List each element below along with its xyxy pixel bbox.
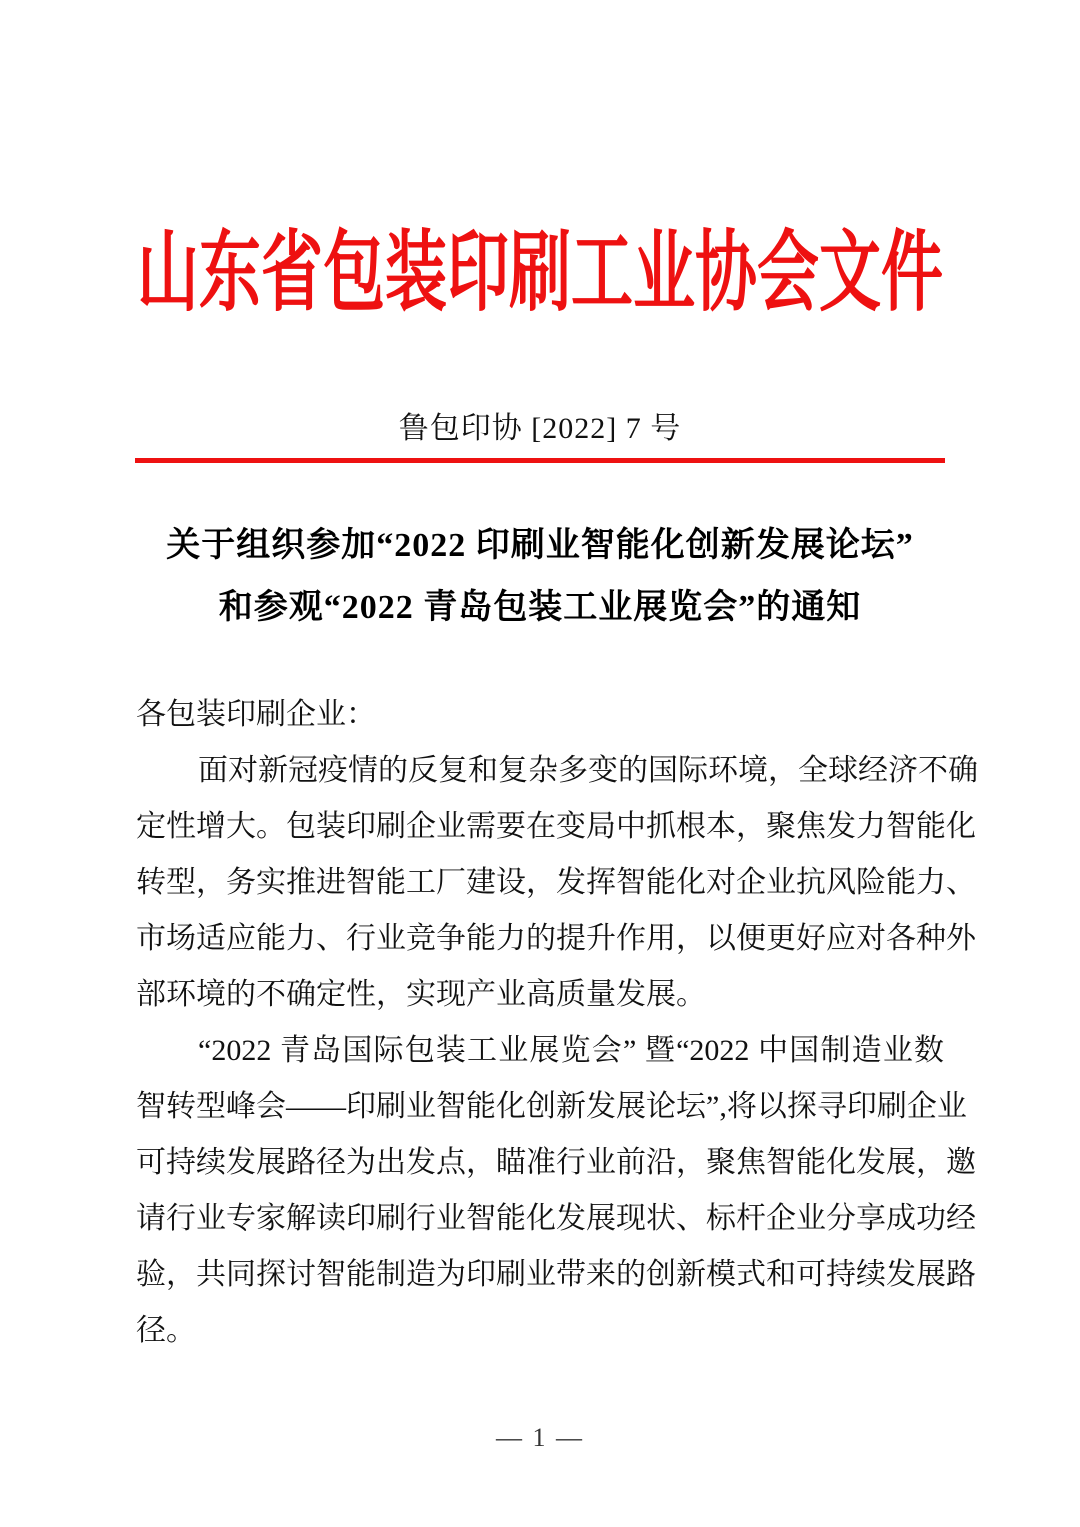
document-number: 鲁包印协 [2022] 7 号 [398, 412, 682, 445]
body-line: 验，共同探讨智能制造为印刷业带来的创新模式和可持续发展路 [136, 1258, 976, 1291]
page-number: — 1 — [496, 1423, 584, 1452]
letterhead-container [0, 225, 1080, 326]
body-line: 智转型峰会——印刷业智能化创新发展论坛”,将以探寻印刷企业 [136, 1090, 967, 1123]
body-line: 可持续发展路径为出发点，瞄准行业前沿，聚焦智能化发展，邀 [136, 1146, 976, 1179]
red-divider-line [135, 458, 945, 463]
body-line: 请行业专家解读印刷行业智能化发展现状、标杆企业分享成功经 [136, 1202, 976, 1235]
notice-title-line-2: 和参观“2022 青岛包装工业展览会”的通知 [218, 589, 862, 626]
notice-title [0, 515, 1080, 639]
org-letterhead-title: 山东省包装印刷工业协会文件 [136, 225, 943, 323]
body-line: 转型，务实推进智能工厂建设，发挥智能化对企业抗风险能力、 [136, 866, 976, 899]
body-line: 市场适应能力、行业竞争能力的提升作用，以便更好应对各种外 [136, 922, 976, 955]
salutation: 各包装印刷企业： [136, 698, 376, 731]
body-line: 径。 [136, 1314, 196, 1347]
body-line: 部环境的不确定性，实现产业高质量发展。 [136, 978, 706, 1011]
body-line: 面对新冠疫情的反复和复杂多变的国际环境，全球经济不确 [198, 754, 978, 787]
notice-body [136, 687, 978, 1359]
notice-title-line-1: 关于组织参加“2022 印刷业智能化创新发展论坛” [166, 527, 914, 564]
body-line: “2022 青岛国际包装工业展览会” 暨“2022 中国制造业数 [198, 1034, 944, 1067]
body-line: 定性增大。包装印刷企业需要在变局中抓根本，聚焦发力智能化 [136, 810, 976, 843]
